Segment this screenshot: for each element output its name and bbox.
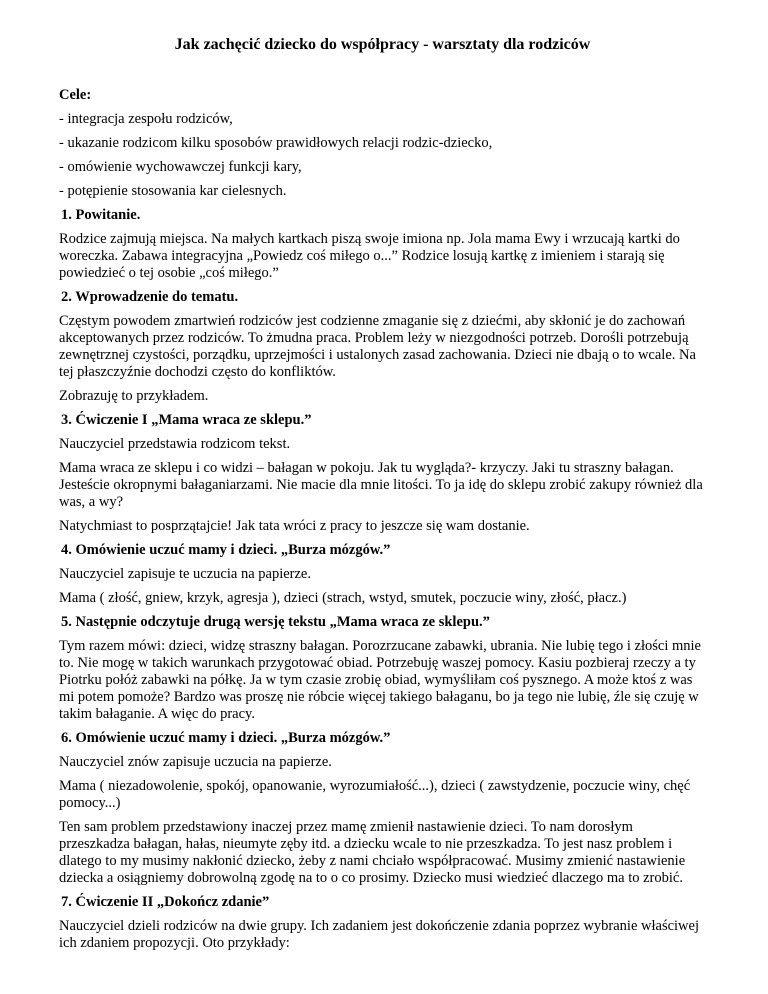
paragraph: Mama wraca ze sklepu i co widzi – bałagan w pokoju. Jak tu wygląda?- krzyczy. Jaki tu straszny bałagan. Jesteście okropnymi bałaganiarzami. Nie macie dla mnie litości. To ja idę do sklepu zrobić zakupy również dla was, a wy? xyxy=(59,460,703,510)
section-heading: 6. Omówienie uczuć mamy i dzieci. „Burza mózgów.” xyxy=(61,730,391,746)
page-title: Jak zachęcić dziecko do współpracy - warsztaty dla rodziców xyxy=(174,36,591,53)
section-1 xyxy=(59,207,706,282)
paragraph: Nauczyciel znów zapisuje uczucia na papierze. xyxy=(59,754,332,770)
section-heading: 2. Wprowadzenie do tematu. xyxy=(61,289,239,305)
section-5 xyxy=(59,614,706,723)
paragraph: Nauczyciel przedstawia rodzicom tekst. xyxy=(59,436,291,452)
section-heading: 4. Omówienie uczuć mamy i dzieci. „Burza mózgów.” xyxy=(61,542,391,558)
section-2 xyxy=(59,289,706,405)
section-heading: 3. Ćwiczenie I „Mama wraca ze sklepu.” xyxy=(61,412,312,428)
section-7 xyxy=(59,894,706,952)
section-heading: 5. Następnie odczytuje drugą wersję tekstu „Mama wraca ze sklepu.” xyxy=(61,614,490,630)
paragraph: Rodzice zajmują miejsca. Na małych kartkach piszą swoje imiona np. Jola mama Ewy i wrzucają kartki do woreczka. Zabawa integracyjna „Powiedz coś miłego o...” Rodzice losują kartkę z imieniem i starają się powiedzieć o tej osobie „coś miłego.” xyxy=(59,231,680,281)
section-heading: 1. Powitanie. xyxy=(61,207,141,223)
paragraph: Zobrazuję to przykładem. xyxy=(59,388,209,404)
paragraph: Nauczyciel zapisuje te uczucia na papierze. xyxy=(59,566,311,582)
paragraph: Natychmiast to posprzątajcie! Jak tata wróci z pracy to jeszcze się wam dostanie. xyxy=(59,518,530,534)
paragraph: Ten sam problem przedstawiony inaczej przez mamę zmienił nastawienie dzieci. To nam dorosłym przeszkadza bałagan, hałas, nieumyte zęby itd. a dziecku wcale to nie przeszkadza. To jest nasz problem i dlatego to my musimy nakłonić dziecko, żeby z nami chciało współpracować. Musimy zmienić nastawienie dziecka a osiągniemy dobrowolną zgodę na to o co prosimy. Dziecko musi wiedzieć dlaczego ma to zrobić. xyxy=(59,819,686,886)
goals-heading: Cele: xyxy=(59,87,92,103)
goal-item: - integracja zespołu rodziców, xyxy=(59,111,233,127)
goals-list xyxy=(59,111,706,200)
goal-item: - potępienie stosowania kar cielesnych. xyxy=(59,183,287,199)
section-heading: 7. Ćwiczenie II „Dokończ zdanie” xyxy=(61,894,270,910)
paragraph: Częstym powodem zmartwień rodziców jest codzienne zmaganie się z dziećmi, aby skłonić je do zachowań akceptowanych przez rodziców. To żmudna praca. Problem leży w niezgodności potrzeb. Dorośli potrzebują zewnętrznej czystości, porządku, uprzejmości i ustalonych zasad zachowania. Dzieci nie dbają o to wcale. Na tej płaszczyźnie dochodzi często do konfliktów. xyxy=(59,313,696,380)
paragraph: Nauczyciel dzieli rodziców na dwie grupy. Ich zadaniem jest dokończenie zdania poprzez wybranie właściwej ich zdaniem propozycji. Oto przykłady: xyxy=(59,918,699,951)
goal-item: - omówienie wychowawczej funkcji kary, xyxy=(59,159,302,175)
paragraph: Mama ( niezadowolenie, spokój, opanowanie, wyrozumiałość...), dzieci ( zawstydzenie, poczucie winy, chęć pomocy...) xyxy=(59,778,691,811)
goal-item: - ukazanie rodzicom kilku sposobów prawidłowych relacji rodzic-dziecko, xyxy=(59,135,493,151)
paragraph: Tym razem mówi: dzieci, widzę straszny bałagan. Porozrzucane zabawki, ubrania. Nie lubię tego i złości mnie to. Nie mogę w takich warunkach przygotować obiad. Potrzebuję waszej pomocy. Kasiu pozbieraj rzeczy a ty Piotrku połóż zabawki na półkę. Ja w tym czasie zrobię obiad, wymyśliłam coś pysznego. A może ktoś z was mi potem pomoże? Bardzo was proszę nie róbcie więcej takiego bałaganu, bo ja tego nie lubię, źle się czuję w takim bałaganie. A więc do pracy. xyxy=(59,638,701,722)
section-4 xyxy=(59,542,706,607)
paragraph: Mama ( złość, gniew, krzyk, agresja ), dzieci (strach, wstyd, smutek, poczucie winy, złość, płacz.) xyxy=(59,590,627,606)
section-3 xyxy=(59,412,706,535)
section-6 xyxy=(59,730,706,887)
